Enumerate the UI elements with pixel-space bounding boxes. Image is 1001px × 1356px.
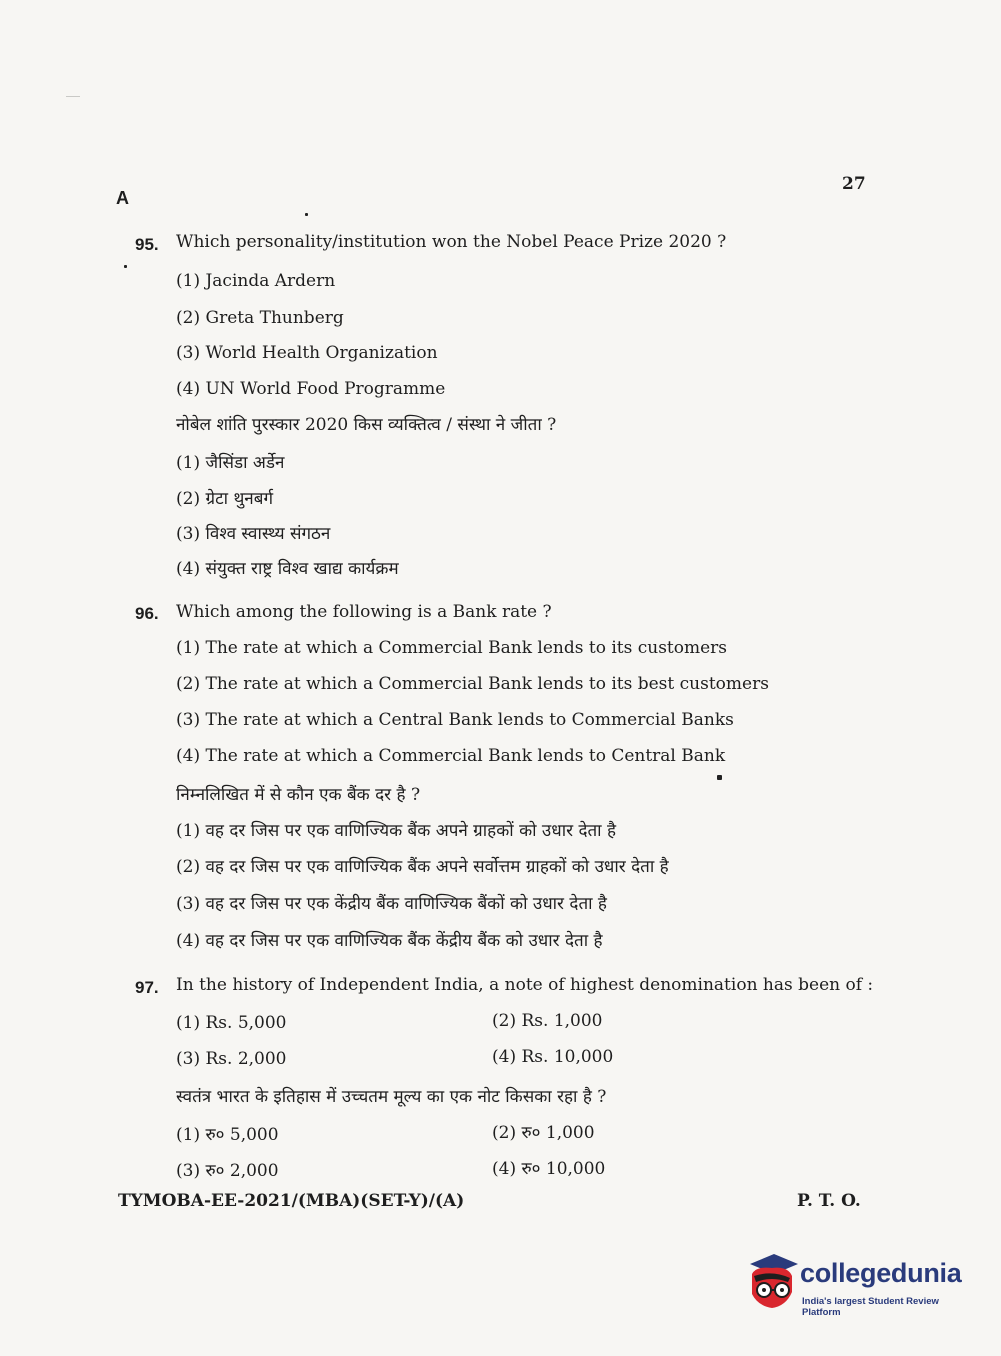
question-text-en: Which among the following is a Bank rate ? bbox=[176, 602, 552, 622]
option-en: (4) Rs. 10,000 bbox=[492, 1047, 614, 1067]
scan-dot bbox=[124, 265, 127, 268]
question-number: 96. bbox=[135, 604, 159, 623]
option-en: (1) Jacinda Ardern bbox=[176, 271, 336, 291]
option-hi: (1) रु० 5,000 bbox=[176, 1125, 279, 1145]
option-en: (3) World Health Organization bbox=[176, 343, 438, 363]
question-text-en: Which personality/institution won the Nobel Peace Prize 2020 ? bbox=[176, 232, 727, 252]
option-hi: (4) रु० 10,000 bbox=[492, 1159, 606, 1179]
exam-code: TYMOBA-EE-2021/(MBA)(SET-Y)/(A) bbox=[118, 1191, 465, 1211]
page-turn-over: P. T. O. bbox=[797, 1191, 861, 1211]
option-hi: (4) वह दर जिस पर एक वाणिज्यिक बैंक केंद्रीय बैंक को उधार देता है bbox=[176, 931, 603, 951]
question-text-hi: निम्नलिखित में से कौन एक बैंक दर है ? bbox=[176, 785, 421, 805]
mascot-icon bbox=[742, 1252, 800, 1314]
option-en: (2) Greta Thunberg bbox=[176, 308, 344, 328]
option-en: (1) Rs. 5,000 bbox=[176, 1013, 287, 1033]
question-text-en: In the history of Independent India, a note of highest denomination has been of : bbox=[176, 975, 874, 995]
question-text-hi: स्वतंत्र भारत के इतिहास में उच्चतम मूल्य का एक नोट किसका रहा है ? bbox=[176, 1087, 607, 1107]
option-hi: (3) विश्व स्वास्थ्य संगठन bbox=[176, 524, 331, 544]
brand-tagline: India's largest Student Review Platform bbox=[802, 1296, 939, 1318]
option-en: (4) UN World Food Programme bbox=[176, 379, 446, 399]
option-hi: (2) वह दर जिस पर एक वाणिज्यिक बैंक अपने सर्वोत्तम ग्राहकों को उधार देता है bbox=[176, 857, 669, 877]
collegedunia-watermark bbox=[742, 1252, 972, 1318]
option-hi: (2) ग्रेटा थुनबर्ग bbox=[176, 489, 274, 509]
option-en: (1) The rate at which a Commercial Bank lends to its customers bbox=[176, 638, 728, 658]
option-en: (4) The rate at which a Commercial Bank lends to Central Bank bbox=[176, 746, 726, 766]
option-hi: (3) रु० 2,000 bbox=[176, 1161, 279, 1181]
option-en: (2) The rate at which a Commercial Bank lends to its best customers bbox=[176, 674, 769, 694]
brand-name: collegedunia bbox=[800, 1258, 962, 1288]
option-en: (2) Rs. 1,000 bbox=[492, 1011, 603, 1031]
set-marker: A bbox=[116, 188, 129, 208]
scan-dot bbox=[305, 213, 308, 216]
option-hi: (1) वह दर जिस पर एक वाणिज्यिक बैंक अपने ग्राहकों को उधार देता है bbox=[176, 821, 617, 841]
option-en: (3) Rs. 2,000 bbox=[176, 1049, 287, 1069]
question-text-hi: नोबेल शांति पुरस्कार 2020 किस व्यक्तित्व / संस्था ने जीता ? bbox=[176, 415, 557, 435]
scan-mark bbox=[66, 96, 80, 97]
option-hi: (1) जैसिंडा अर्डेन bbox=[176, 453, 285, 473]
option-en: (3) The rate at which a Central Bank lends to Commercial Banks bbox=[176, 710, 734, 730]
page-number: 27 bbox=[842, 174, 866, 194]
option-hi: (4) संयुक्त राष्ट्र विश्व खाद्य कार्यक्रम bbox=[176, 559, 399, 579]
option-hi: (3) वह दर जिस पर एक केंद्रीय बैंक वाणिज्यिक बैंकों को उधार देता है bbox=[176, 894, 607, 914]
option-hi: (2) रु० 1,000 bbox=[492, 1123, 595, 1143]
question-number: 97. bbox=[135, 978, 159, 997]
scan-dot bbox=[717, 775, 722, 780]
question-number: 95. bbox=[135, 235, 159, 254]
